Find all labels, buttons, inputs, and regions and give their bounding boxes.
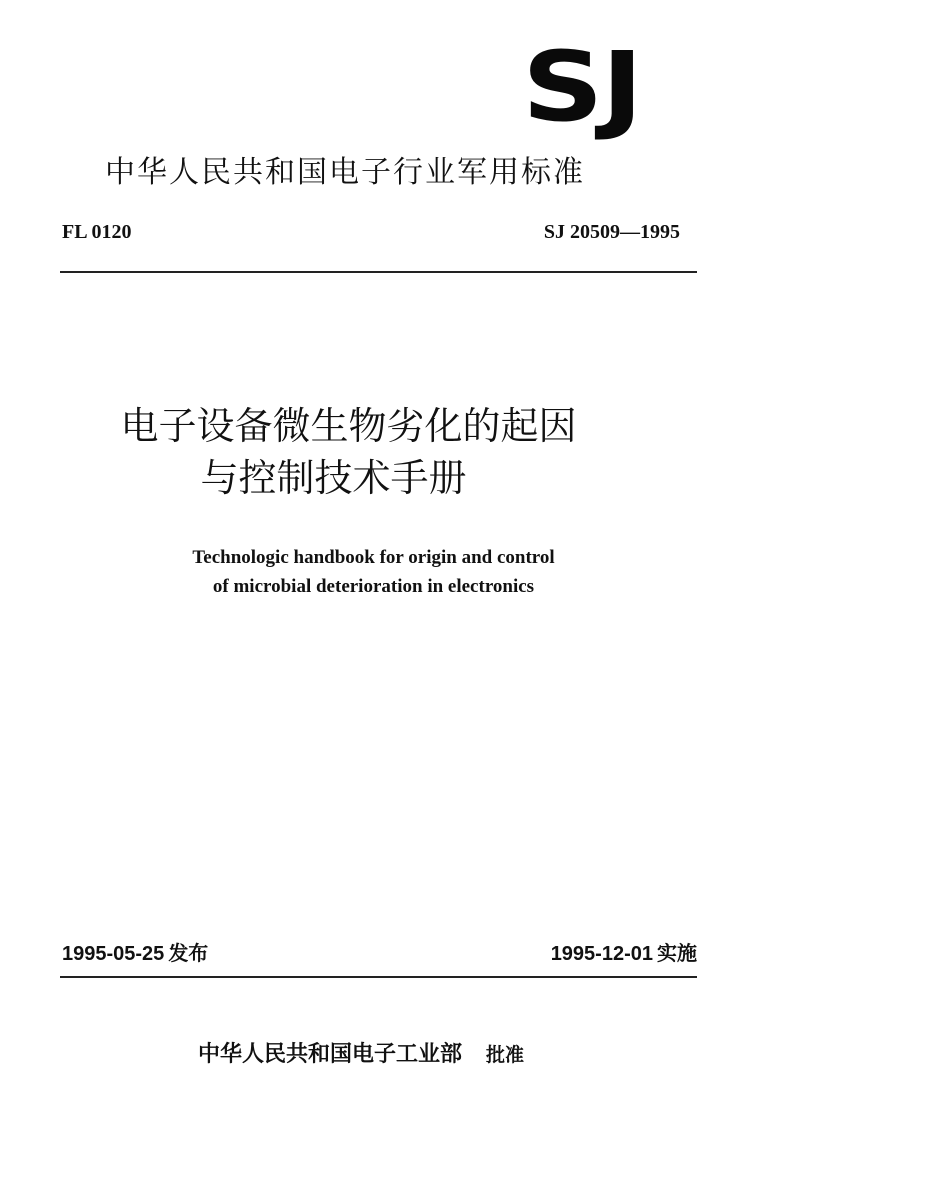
standard-title: 中华人民共和国电子行业军用标准 [105, 155, 585, 190]
footer-divider [60, 976, 697, 978]
issue-date-block [62, 940, 208, 967]
classification-code: FL 0120 [62, 221, 132, 243]
document-title-chinese [60, 400, 697, 504]
implement-label: 实施 [657, 941, 697, 965]
document-title-english [60, 543, 697, 601]
title-chinese-line-2: 与控制技术手册 [200, 456, 467, 500]
issue-date: 1995-05-25 [62, 943, 165, 965]
issue-label: 发布 [168, 941, 209, 965]
title-english-line-1: Technologic handbook for origin and control [192, 547, 555, 568]
approver-name: 中华人民共和国电子工业部 [198, 1042, 463, 1067]
title-chinese-line-1: 电子设备微生物劣化的起因 [120, 404, 577, 448]
sj-logo: SJ [522, 31, 642, 143]
implement-date-block [551, 940, 697, 967]
approver-block [198, 1040, 524, 1070]
header-divider [60, 271, 697, 273]
approve-label: 批准 [486, 1044, 525, 1066]
title-english-line-2: of microbial deterioration in electronics [212, 576, 535, 597]
standard-number: SJ 20509—1995 [543, 221, 680, 243]
implement-date: 1995-12-01 [550, 943, 653, 965]
